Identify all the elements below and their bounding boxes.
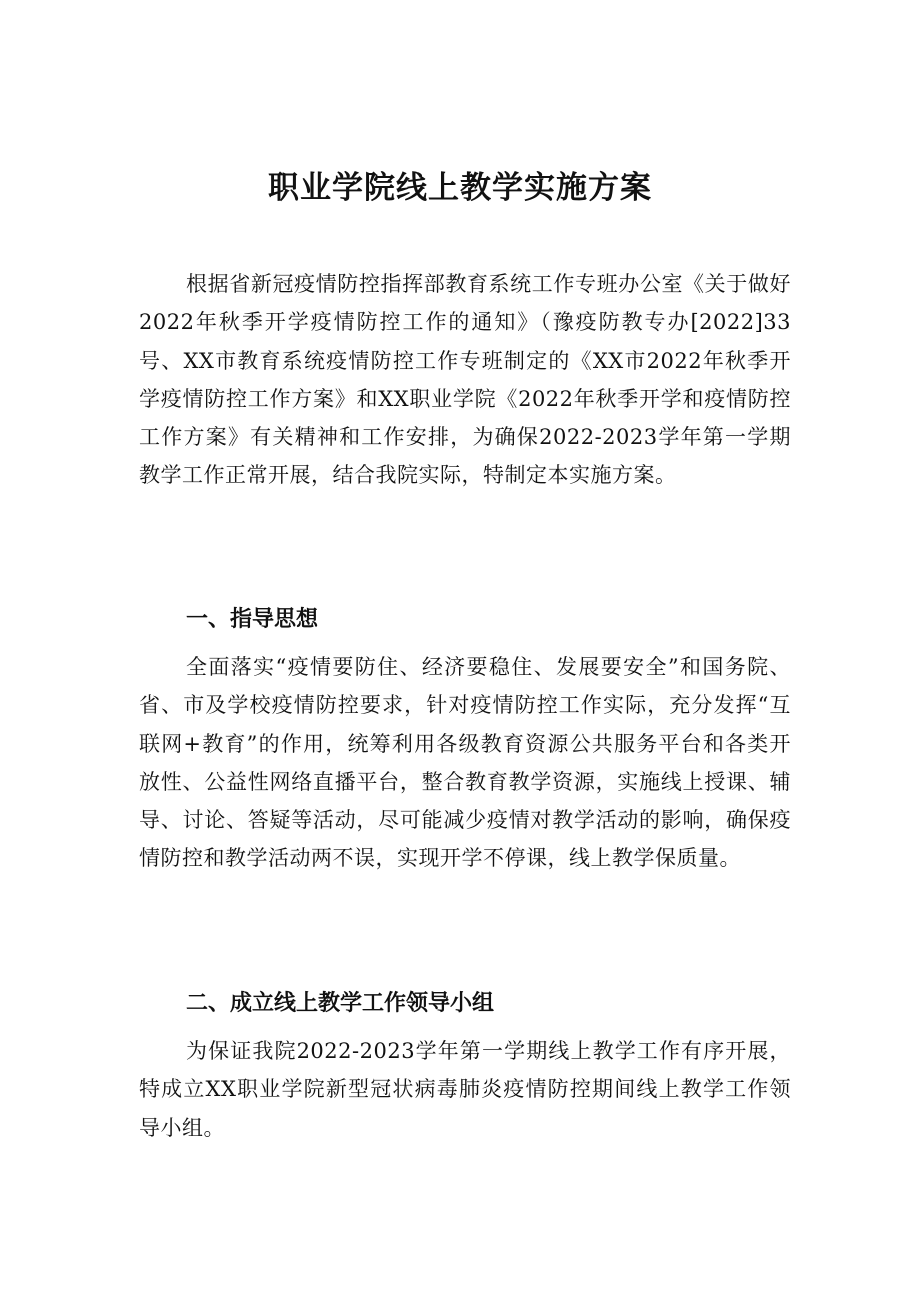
intro-paragraph: 根据省新冠疫情防控指挥部教育系统工作专班办公室《关于做好2022年秋季开学疫情防控工作的通知》（豫疫防教专办[2022]33号、XX市教育系统疫情防控工作专班制定的《XX市2022年秋季开学疫情防控工作方案》和XX职业学院《2022年秋季开学和疫情防控工作方案》有关精神和工作安排，为确保2022-2023学年第一学期教学工作正常开展，结合我院实际，特制定本实施方案。 [139,272,791,488]
section-heading-leadership-group: 二、成立线上教学工作领导小组 [186,991,495,1016]
document-title: 职业学院线上教学实施方案 [268,170,652,206]
leadership-group-paragraph: 为保证我院2022-2023学年第一学期线上教学工作有序开展，特成立XX职业学院新型冠状病毒肺炎疫情防控期间线上教学工作领导小组。 [139,1039,791,1140]
section-heading-guiding-ideology: 一、指导思想 [186,607,319,632]
guiding-ideology-paragraph: 全面落实“疫情要防住、经济要稳住、发展要安全”和国务院、省、市及学校疫情防控要求，针对疫情防控工作实际，充分发挥“互联网+教育”的作用，统筹利用各级教育资源公共服务平台和各类开放性、公益性网络直播平台，整合教育教学资源，实施线上授课、辅导、讨论、答疑等活动，尽可能减少疫情对教学活动的影响，确保疫情防控和教学活动两不误，实现开学不停课，线上教学保质量。 [139,655,791,871]
